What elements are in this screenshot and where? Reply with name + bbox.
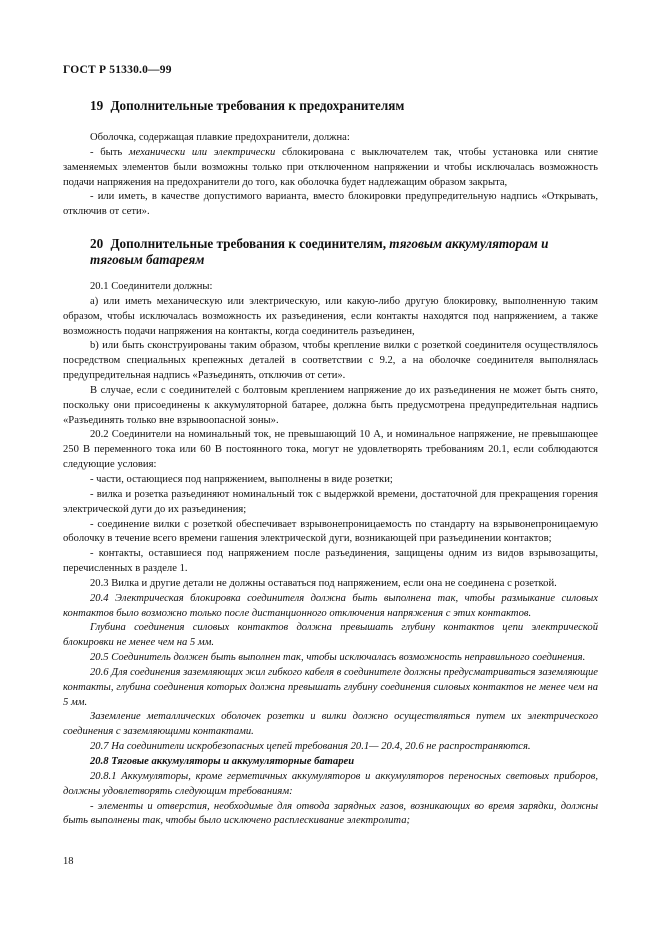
paragraph: 20.6 Для соединения заземляющих жил гибкого кабеля в соединителе должны предусматриваться заземляющие контакты, глубина соединения которых должна превышать глубину соединения силовых контактов не менее чем на 5 мм. (63, 666, 598, 708)
section-19-heading (90, 98, 404, 114)
paragraph: - части, остающиеся под напряжением, выполнены в виде розетки; (90, 473, 393, 485)
section-20-number: 20 (90, 236, 104, 251)
document-code: ГОСТ Р 51330.0—99 (63, 64, 172, 76)
paragraph: - элементы и отверстия, необходимые для отвода зарядных газов, возникающих во время зарядки, должны быть выполнены так, чтобы было исключено расплескивание электролита; (63, 800, 598, 827)
paragraph: В случае, если с соединителей с болтовым креплением напряжение до их разъединения не может быть снято, поскольку они присоединены к аккумуляторной батарее, должна быть предусмотрена предупредительная надпись «Разъединять только вне взрывоопасной зоны». (63, 384, 598, 426)
paragraph: Глубина соединения силовых контактов должна превышать глубину контактов цепи электрической блокировки не менее чем на 5 мм. (63, 622, 598, 649)
paragraph: b) или быть сконструированы таким образом, чтобы крепление вилки с розеткой соединителя осуществлялось посредством специальных крепежных деталей в соответствии с 9.2, а на оболочке соединителя выполнялась предупредительная надпись «Разъединять, отключив от сети». (63, 340, 598, 382)
paragraph: а) или иметь механическую или электрическую, или какую-либо другую блокировку, выполненную таким образом, чтобы исключалась возможность их разъединения, если контакты находятся под напряжением, а также возможность подачи напряжения на контакты, когда соединитель разъединен, (63, 295, 598, 337)
section-19-title: Дополнительные требования к предохранителям (110, 98, 405, 113)
paragraph: Оболочка, содержащая плавкие предохранители, должна: (90, 132, 350, 143)
paragraph: 20.4 Электрическая блокировка соединителя должна быть выполнена так, чтобы размыкание силовых контактов было возможно только после дистанционного отключения напряжения с этих контактов. (63, 592, 598, 619)
paragraph: Заземление металлических оболочек розетки и вилки должно осуществляться путем их электрического соединения с заземляющими контактами. (63, 711, 598, 738)
paragraph: - соединение вилки с розеткой обеспечивает взрывонепроницаемость по стандарту на взрывонепроницаемую оболочку в течение всего времени гашения электрической дуги, возникающей при разъединении контактов; (63, 518, 598, 545)
paragraph: 20.5 Соединитель должен быть выполнен так, чтобы исключалась возможность неправильного соединения. (90, 652, 586, 664)
section-20-title-italic: тяговым аккумуляторам и тяговым батареям (90, 236, 549, 267)
paragraph: 20.3 Вилка и другие детали не должны оставаться под напряжением, если она не соединена с розеткой. (90, 577, 557, 589)
subsection-heading: 20.8 Тяговые аккумуляторы и аккумуляторные батареи (90, 756, 355, 767)
section-19-body (63, 131, 598, 220)
page-number: 18 (63, 856, 74, 867)
paragraph: - или иметь, в качестве допустимого варианта, вместо блокировки предупредительную надпись «Открывать, отключив от сети». (63, 191, 598, 218)
paragraph: 20.8.1 Аккумуляторы, кроме герметичных аккумуляторов и аккумуляторов переносных световых приборов, должны удовлетворять следующим требованиям: (63, 770, 598, 797)
paragraph: - быть механически или электрически сблокирована с выключателем так, чтобы установка или снятие заменяемых элементов были возможны только при отключенном напряжении и чтобы исключалась возможность подачи напряжения на предохранители до того, как оболочка будет надлежащим образом закрыта, (63, 146, 598, 188)
section-20-body (63, 280, 598, 829)
section-20-heading (90, 236, 600, 268)
section-20-title: Дополнительные требования к соединителям, (110, 236, 390, 251)
paragraph: 20.1 Соединители должны: (90, 281, 213, 292)
paragraph: - вилка и розетка разъединяют номинальный ток с выдержкой времени, достаточной для прекращения горения электрической дуги до их разъединения; (63, 488, 598, 515)
paragraph: 20.7 На соединители искробезопасных цепей требования 20.1— 20.4, 20.6 не распространяются. (90, 741, 531, 753)
paragraph: - контакты, оставшиеся под напряжением после разъединения, защищены одним из видов взрывозащиты, перечисленных в разделе 1. (63, 548, 598, 575)
paragraph: 20.2 Соединители на номинальный ток, не превышающий 10 А, и номинальное напряжение, не превышающее 250 В переменного тока или 60 В постоянного тока, могут не удовлетворять требованиям 20.1, если соблюдаются следующие условия: (63, 429, 598, 471)
section-19-number: 19 (90, 98, 104, 113)
emphasis: механически или электрически (128, 146, 276, 158)
